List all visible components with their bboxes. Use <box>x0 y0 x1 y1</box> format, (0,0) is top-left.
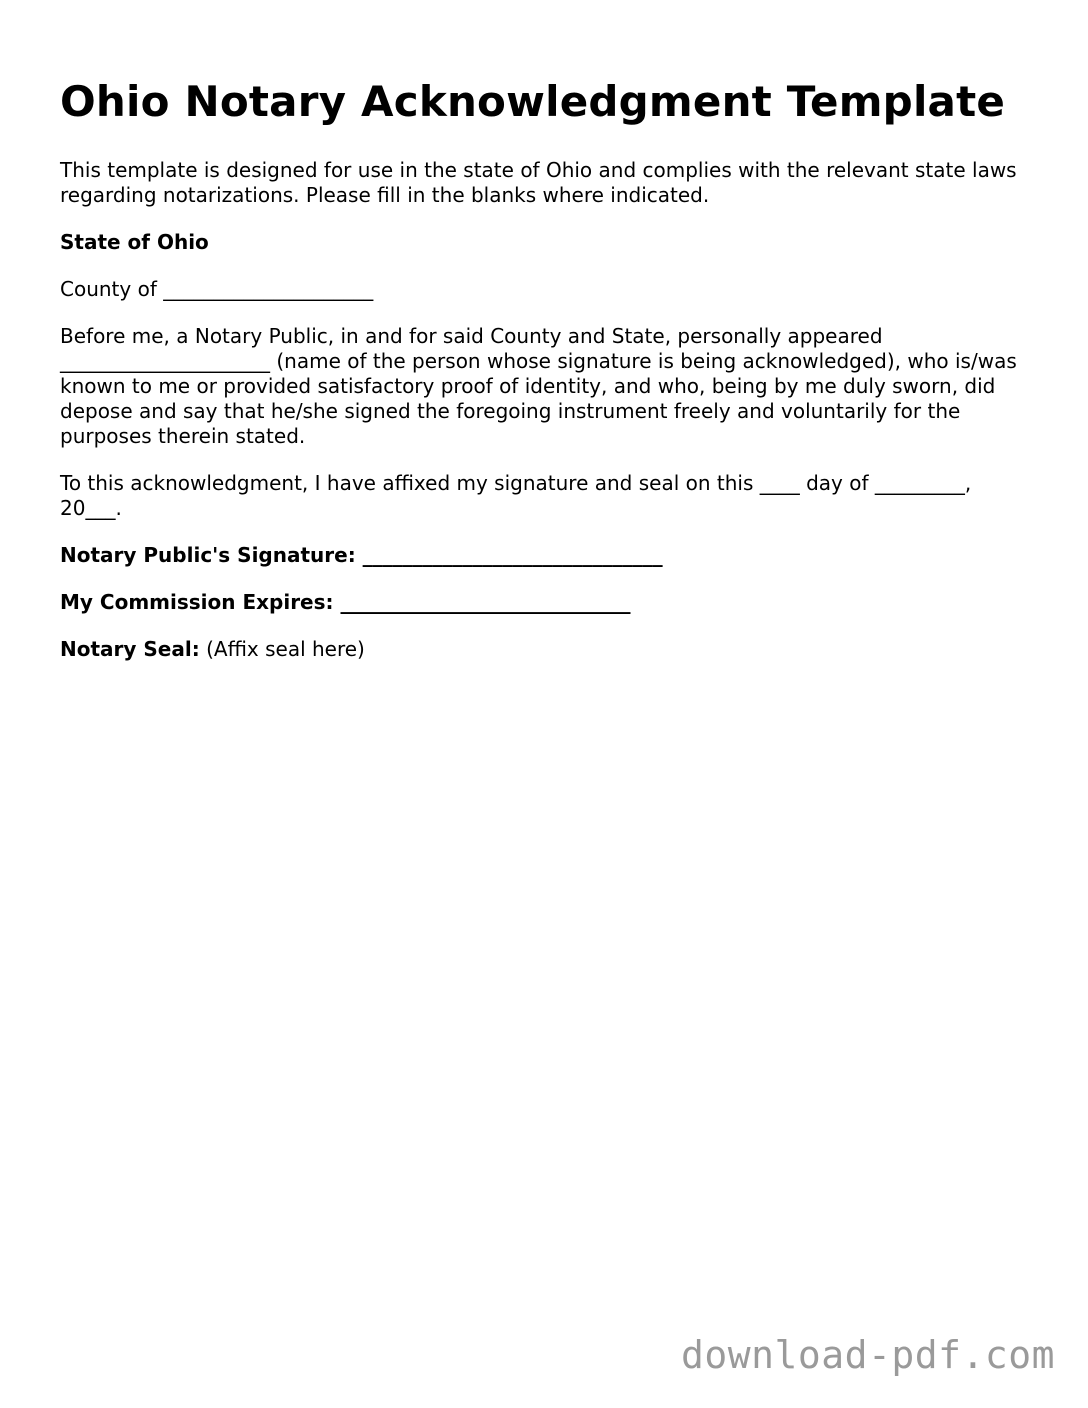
signature-line <box>60 543 1035 568</box>
affix-paragraph: To this acknowledgment, I have affixed my signature and seal on this ____ day of _________, 20___. <box>60 471 972 520</box>
seal-note: (Affix seal here) <box>206 637 365 661</box>
seal-line <box>60 637 1035 662</box>
intro-paragraph: This template is designed for use in the state of Ohio and complies with the relevant state laws regarding notarizations. Please fill in the blanks where indicated. <box>60 158 1017 207</box>
county-line: County of _____________________ <box>60 277 374 301</box>
commission-label: My Commission Expires: <box>60 590 334 614</box>
signature-label: Notary Public's Signature: <box>60 543 356 567</box>
document-title: Ohio Notary Acknowledgment Template <box>60 77 1006 126</box>
state-heading: State of Ohio <box>60 230 209 254</box>
watermark-text: download-pdf.com <box>680 1333 1055 1377</box>
document-page <box>60 78 1035 662</box>
commission-blank: _____________________________ <box>340 590 631 614</box>
seal-label: Notary Seal: <box>60 637 200 661</box>
commission-line <box>60 590 1035 615</box>
acknowledgment-paragraph: Before me, a Notary Public, in and for said County and State, personally appeared _____________________ (name of the person whose signature is being acknowledged), who is/was known to me or provided satisfactory proof of identity, and who, being by me duly sworn, did depose and say that he/she signed the foregoing instrument freely and voluntarily for the purposes therein stated. <box>60 324 1017 448</box>
signature-blank: ______________________________ <box>362 543 663 567</box>
